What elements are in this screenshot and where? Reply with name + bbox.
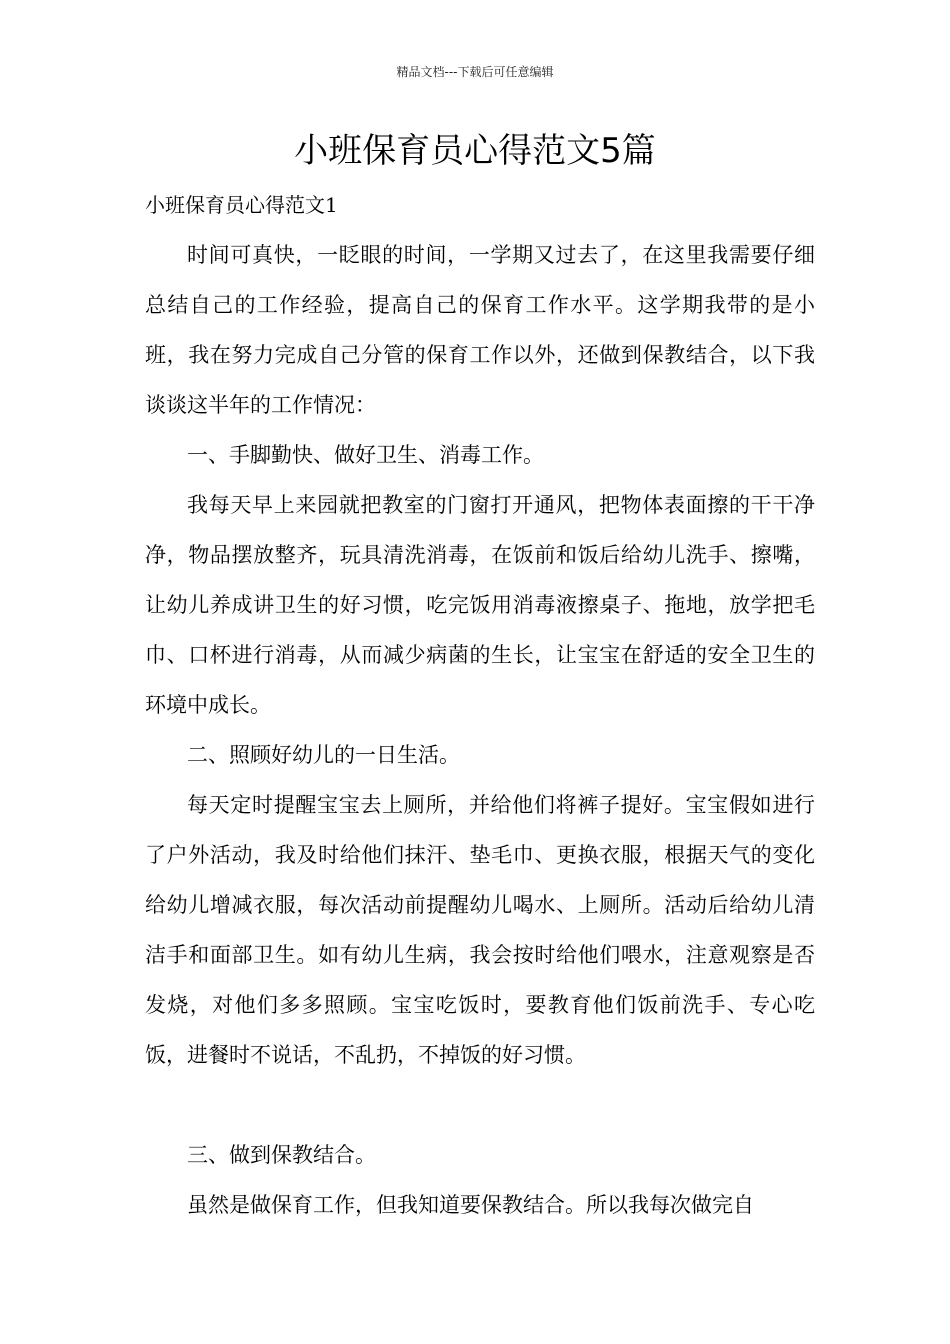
header-note: 精品文档---下载后可任意编辑 <box>396 65 554 79</box>
blank-line <box>145 1080 815 1130</box>
section-heading: 小班保育员心得范文1 <box>145 193 338 217</box>
document-title: 小班保育员心得范文5篇 <box>294 131 656 171</box>
paragraph: 我每天早上来园就把教室的门窗打开通风，把物体表面擦的干干净净，物品摆放整齐，玩具清洗消毒，在饭前和饭后给幼儿洗手、擦嘴，让幼儿养成讲卫生的好习惯，吃完饭用消毒液擦桌子、拖地，放学把毛巾、口杯进行消毒，从而减少病菌的生长，让宝宝在舒适的安全卫生的环境中成长。 <box>145 493 815 717</box>
paragraph: 虽然是做保育工作，但我知道要保教结合。所以我每次做完自 <box>187 1193 754 1217</box>
document-body <box>145 180 815 1230</box>
paragraph: 三、做到保教结合。 <box>187 1143 376 1167</box>
paragraph: 每天定时提醒宝宝去上厕所，并给他们将裤子提好。宝宝假如进行了户外活动，我及时给他们抹汗、垫毛巾、更换衣服，根据天气的变化给幼儿增减衣服，每次活动前提醒幼儿喝水、上厕所。活动后给幼儿清洁手和面部卫生。如有幼儿生病，我会按时给他们喂水，注意观察是否发烧，对他们多多照顾。宝宝吃饭时，要教育他们饭前洗手、专心吃饭，进餐时不说话，不乱扔，不掉饭的好习惯。 <box>145 793 815 1067</box>
paragraph: 二、照顾好幼儿的一日生活。 <box>187 743 460 767</box>
paragraph: 一、手脚勤快、做好卫生、消毒工作。 <box>187 443 544 467</box>
paragraph: 时间可真快，一眨眼的时间，一学期又过去了，在这里我需要仔细总结自己的工作经验，提高自己的保育工作水平。这学期我带的是小班，我在努力完成自己分管的保育工作以外，还做到保教结合，以下我谈谈这半年的工作情况： <box>145 243 815 417</box>
